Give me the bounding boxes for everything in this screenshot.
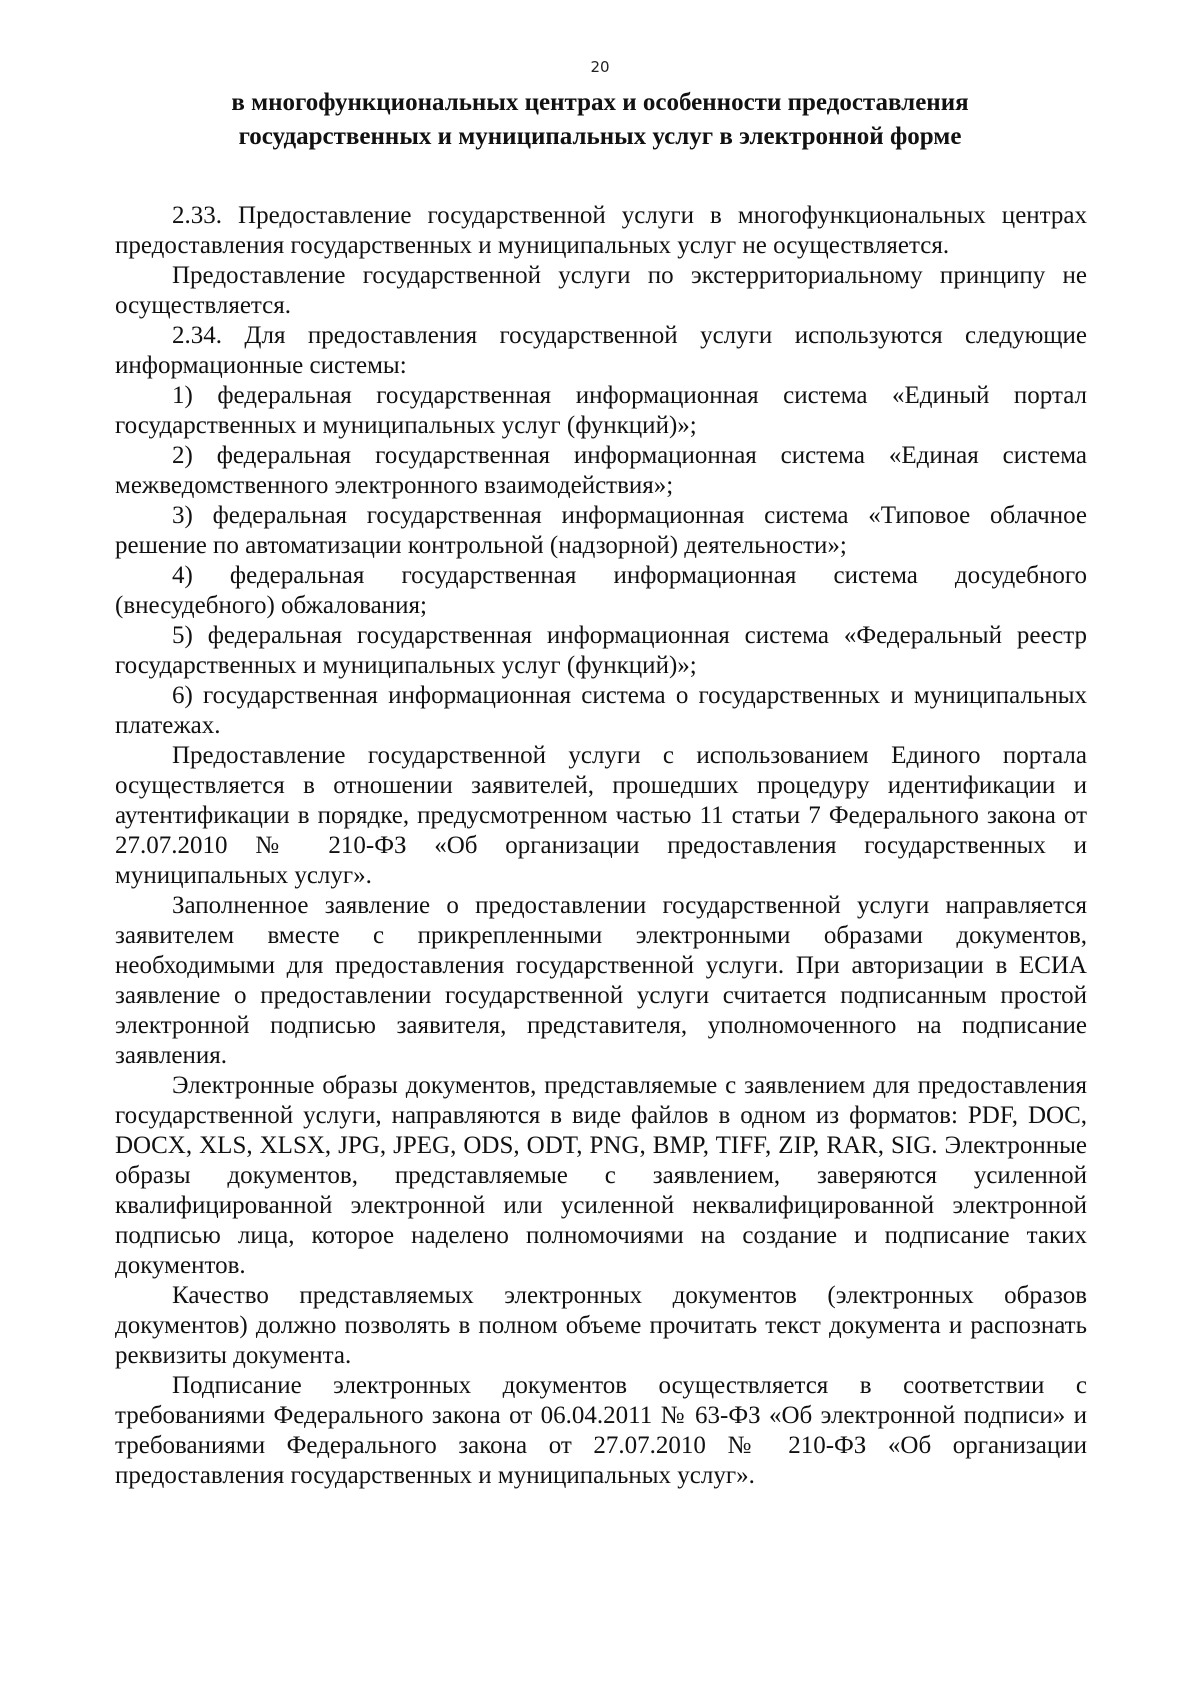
paragraph-quality: Качество представляемых электронных документов (электронных образов документов) должно позволять в полном объеме прочитать текст документа и распознать реквизиты документа. — [115, 1282, 1087, 1369]
list-item-5: 5) федеральная государственная информационная система «Федеральный реестр государственных и муниципальных услуг (функций)»; — [115, 622, 1087, 679]
paragraph-2-34: 2.34. Для предоставления государственной услуги используются следующие информационные системы: — [115, 322, 1087, 379]
page-number: 20 — [590, 58, 610, 76]
section-heading — [120, 86, 1080, 154]
list-item-4: 4) федеральная государственная информационная система досудебного (внесудебного) обжалования; — [115, 562, 1087, 619]
list-item-3: 3) федеральная государственная информационная система «Типовое облачное решение по автоматизации контрольной (надзорной) деятельности»; — [115, 502, 1087, 559]
paragraph-signing: Подписание электронных документов осуществляется в соответствии с требованиями Федерального закона от 06.04.2011 № 63-ФЗ «Об электронной подписи» и требованиями Федерального закона от 27.07.2010 № 210-ФЗ «Об организации предоставления государственных и муниципальных услуг». — [115, 1372, 1087, 1489]
heading-line-2: государственных и муниципальных услуг в электронной форме — [238, 123, 962, 150]
paragraph-2-33: 2.33. Предоставление государственной услуги в многофункциональных центрах предоставления государственных и муниципальных услуг не осуществляется. — [115, 202, 1087, 259]
list-item-1: 1) федеральная государственная информационная система «Единый портал государственных и муниципальных услуг (функций)»; — [115, 382, 1087, 439]
paragraph-portal-usage: Предоставление государственной услуги с использованием Единого портала осуществляется в отношении заявителей, прошедших процедуру идентификации и аутентификации в порядке, предусмотренном частью 11 статьи 7 Федерального закона от 27.07.2010 № 210-ФЗ «Об организации предоставления государственных и муниципальных услуг». — [115, 742, 1087, 889]
paragraph-extraterritorial: Предоставление государственной услуги по экстерриториальному принципу не осуществляется. — [115, 262, 1087, 319]
body-text — [115, 201, 1087, 1491]
list-item-6: 6) государственная информационная система о государственных и муниципальных платежах. — [115, 682, 1087, 739]
paragraph-application: Заполненное заявление о предоставлении государственной услуги направляется заявителем вместе с прикрепленными электронными образами документов, необходимыми для предоставления государственной услуги. При авторизации в ЕСИА заявление о предоставлении государственной услуги считается подписанным простой электронной подписью заявителя, представителя, уполномоченного на подписание заявления. — [115, 892, 1087, 1069]
heading-line-1: в многофункциональных центрах и особенности предоставления — [231, 89, 969, 116]
paragraph-file-formats: Электронные образы документов, представляемые с заявлением для предоставления государственной услуги, направляются в виде файлов в одном из форматов: PDF, DOC, DOCX, XLS, XLSX, JPG, JPEG, ODS, ODT, PNG, BMP, TIFF, ZIP, RAR, SIG. Электронные образы документов, представляемые с заявлением, заверяются усиленной квалифицированной электронной или усиленной неквалифицированной электронной подписью лица, которое наделено полномочиями на создание и подписание таких документов. — [115, 1072, 1087, 1279]
list-item-2: 2) федеральная государственная информационная система «Единая система межведомственного электронного взаимодействия»; — [115, 442, 1087, 499]
